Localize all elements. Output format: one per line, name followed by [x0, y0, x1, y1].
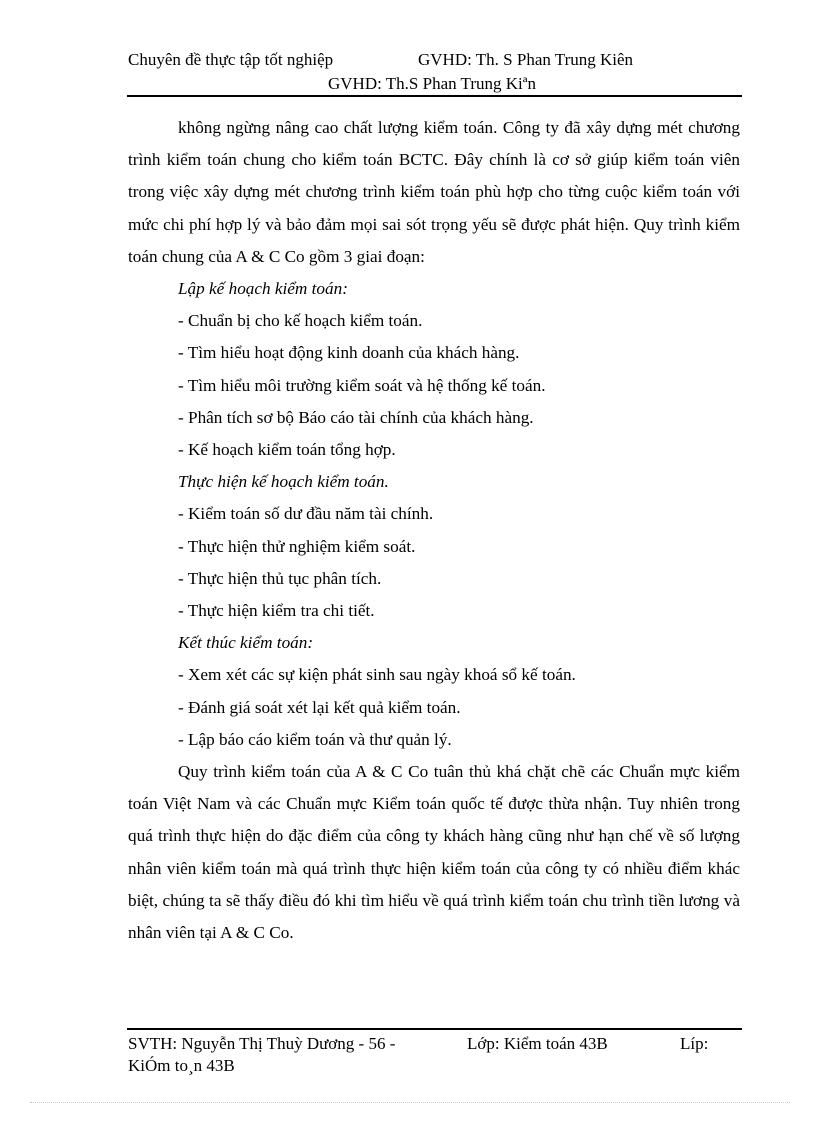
list-item: - Phân tích sơ bộ Báo cáo tài chính của khách hàng.	[178, 407, 534, 427]
intro-paragraph: không ngừng nâng cao chất lượng kiểm toán. Công ty đã xây dựng mét chương trình kiểm toán chung cho kiểm toán BCTC. Đây chính là cơ sở giúp kiểm toán viên trong việc xây dựng mét chương trình kiểm toán phù hợp cho từng cuộc kiểm toán với mức chi phí hợp lý và bảo đảm mọi sai sót trọng yếu sẽ được phát hiện. Quy trình kiểm toán chung của A & C Co gồm 3 giai đoạn:	[128, 118, 740, 266]
document-body	[128, 112, 740, 949]
stage-heading-execution: Thực hiện kế hoạch kiểm toán.	[178, 472, 389, 492]
footer-class: Lớp: Kiểm toán 43B	[467, 1034, 608, 1053]
list-item: - Thực hiện thủ tục phân tích.	[178, 568, 382, 588]
conclusion-paragraph: Quy trình kiểm toán của A & C Co tuân thủ khá chặt chẽ các Chuẩn mực kiểm toán Việt Nam và các Chuẩn mực Kiểm toán quốc tế được thừa nhận. Tuy nhiên trong quá trình thực hiện do đặc điểm của công ty khách hàng cũng như hạn chế về số lượng nhân viên kiểm toán mà quá trình thực hiện kiểm toán của công ty có nhiều điểm khác biệt, chúng ta sẽ thấy điều đó khi tìm hiểu về quá trình kiểm toán chu trình tiền lương và nhân viên tại A & C Co.	[128, 762, 740, 943]
header-report-title: Chuyên đề thực tập tốt nghiệp	[128, 50, 334, 69]
footer-rule	[127, 1028, 742, 1030]
header-rule	[127, 95, 742, 97]
header-supervisor-duplicate: GVHD: Th.S Phan Trung Kiªn	[328, 74, 536, 93]
list-item: - Kế hoạch kiểm toán tổng hợp.	[178, 440, 396, 460]
footer-student: SVTH: Nguyễn Thị Thuỳ Dương - 56 -	[128, 1034, 396, 1053]
list-item: - Xem xét các sự kiện phát sinh sau ngày khoá sổ kế toán.	[178, 665, 576, 685]
list-item: - Tìm hiểu hoạt động kinh doanh của khách hàng.	[178, 343, 520, 363]
list-item: - Thực hiện kiểm tra chi tiết.	[178, 601, 375, 621]
running-header	[128, 50, 633, 70]
stage-heading-planning: Lập kế hoạch kiểm toán:	[178, 279, 348, 299]
list-item: - Tìm hiểu môi trường kiểm soát và hệ thống kế toán.	[178, 375, 546, 395]
stage-heading-completion: Kết thúc kiểm toán:	[178, 633, 314, 653]
list-item: - Đánh giá soát xét lại kết quả kiểm toán.	[178, 697, 461, 717]
footer-class-alt-value: KiÓm to¸n 43B	[128, 1056, 235, 1075]
header-supervisor: GVHD: Th. S Phan Trung Kiên	[418, 50, 634, 69]
list-item: - Lập báo cáo kiểm toán và thư quản lý.	[178, 729, 452, 749]
list-item: - Chuẩn bị cho kế hoạch kiểm toán.	[178, 311, 423, 331]
page-bottom-divider	[30, 1102, 790, 1103]
list-item: - Thực hiện thử nghiệm kiểm soát.	[178, 536, 416, 556]
list-item: - Kiểm toán số dư đầu năm tài chính.	[178, 504, 434, 524]
footer-class-alt-label: Líp:	[680, 1034, 709, 1053]
